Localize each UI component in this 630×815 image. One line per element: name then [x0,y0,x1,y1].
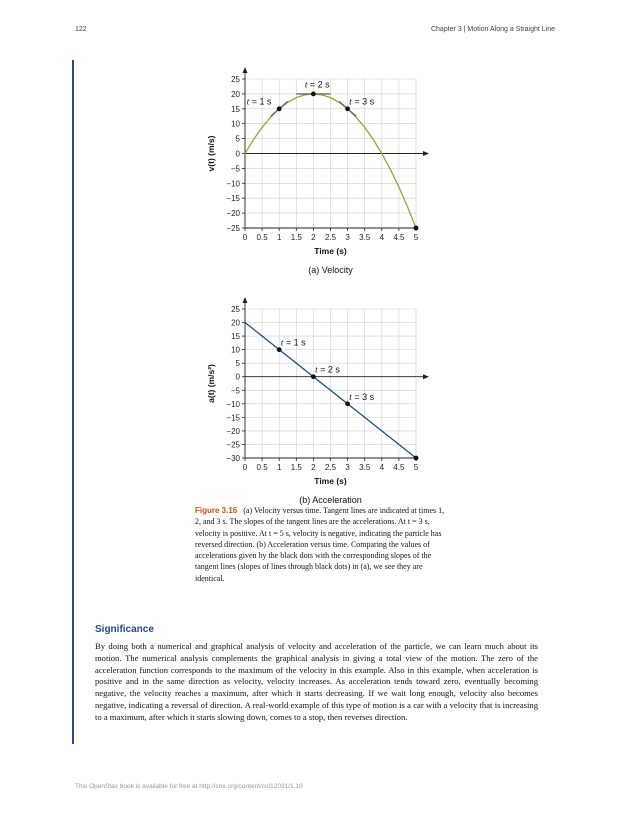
x-tick-label: 3.5 [359,463,371,472]
y-tick-label: −20 [226,426,240,436]
y-tick-label: 0 [235,372,240,382]
x-tick-label: 0.5 [256,463,268,472]
y-tick-label: −5 [230,164,240,174]
y-tick-label: 10 [231,345,240,355]
y-tick-label: −30 [226,454,240,463]
data-point [414,456,419,461]
figure-label: Figure 3.16 [195,506,238,515]
y-tick-label: −25 [226,440,240,450]
y-tick-label: 0 [235,149,240,159]
x-tick-label: 2 [311,233,316,242]
figure-caption [195,505,445,584]
x-tick-label: 1.5 [290,463,302,472]
y-tick-label: 20 [231,89,240,99]
y-axis-label: a(t) (m/s²) [206,364,216,403]
y-tick-label: 25 [231,75,240,84]
x-axis-label: Time (s) [314,246,347,256]
y-tick-label: 5 [235,134,240,144]
x-tick-label: 1 [276,463,282,472]
y-tick-label: 10 [231,119,240,129]
time-annotation: t = 1 s [280,337,306,348]
y-tick-label: −20 [226,209,240,219]
chart-subtitle: (a) Velocity [308,265,353,275]
time-annotation: t = 3 s [349,391,375,402]
data-point [277,347,282,352]
data-point [345,401,350,406]
x-tick-label: 3 [345,463,350,472]
x-axis-label: Time (s) [314,476,347,486]
y-axis-label: v(t) (m/s) [206,135,216,172]
time-annotation: t = 1 s [246,96,272,107]
chapter-title: Chapter 3 | Motion Along a Straight Line [430,26,555,33]
y-tick-label: 15 [231,104,240,114]
time-annotation: t = 3 s [349,96,375,107]
x-tick-label: 3.5 [359,233,371,242]
x-tick-label: 4 [379,463,385,472]
x-tick-label: 0.5 [256,233,268,242]
figure-caption-text: (a) Velocity versus time. Tangent lines are indicated at times 1, 2, and 3 s. The slopes of the tangent lines are the accelerations. At t = 3 s, velocity is positive. At t = 5 s, velocity is negative, indicating the particle has reversed direction. (b) Acceleration versus time. Comparing the values of accelerations given by the black dots with the corresponding slopes of the tangent lines (slopes of lines through black dots) in (a), we see they are identical. [195,506,445,583]
y-tick-label: 20 [231,318,240,328]
y-axis-arrow [243,297,248,303]
data-point [311,374,316,379]
page-footer: This OpenStax book is available for free at http://cnx.org/content/col12031/1.10 [75,783,303,790]
x-tick-label: 4.5 [393,233,405,242]
x-tick-label: 2 [311,463,316,472]
x-tick-label: 4 [379,233,385,242]
time-annotation: t = 2 s [315,364,340,375]
page-number: 122 [75,26,87,33]
x-axis-arrow [423,374,429,379]
section-body: By doing both a numerical and graphical analysis of velocity and acceleration of the particle, we can learn much about its motion. The numerical analysis complements the graphical analysis in giving a total view of the motion. The zero of the acceleration function corresponds to the maximum of the velocity in this example. Also in this example, when acceleration is positive and in the same direction as velocity, velocity increases. As acceleration tends toward zero, eventually becoming negative, the velocity reaches a maximum, after which it starts decreasing. If we wait long enough, velocity also becomes negative, indicating a reversal of direction. A real-world example of this type of motion is a car with a velocity that is increasing to a maximum, after which it starts slowing down, comes to a stop, then reverses direction. [95,641,538,722]
y-tick-label: −10 [226,399,240,409]
x-tick-label: 4.5 [393,463,405,472]
x-tick-label: 2.5 [324,463,337,472]
time-annotation: t = 2 s [304,79,330,90]
y-tick-label: 5 [235,359,240,369]
x-tick-label: 0 [242,463,248,472]
y-tick-label: 15 [231,332,240,342]
x-tick-label: 1 [276,233,282,242]
y-tick-label: −15 [226,194,240,204]
y-tick-label: 25 [231,305,240,314]
y-tick-label: −10 [226,179,240,189]
section-heading: Significance [95,624,154,635]
y-tick-label: −25 [226,224,240,233]
x-tick-label: 2.5 [324,233,337,242]
x-tick-label: 3 [345,233,350,242]
x-tick-label: 1.5 [290,233,302,242]
x-tick-label: 0 [242,233,248,242]
y-tick-label: −5 [230,386,240,396]
y-tick-label: −15 [226,413,240,423]
x-tick-label: 5 [413,463,419,472]
x-tick-label: 5 [413,233,419,242]
chart-subtitle: (b) Acceleration [299,495,362,505]
